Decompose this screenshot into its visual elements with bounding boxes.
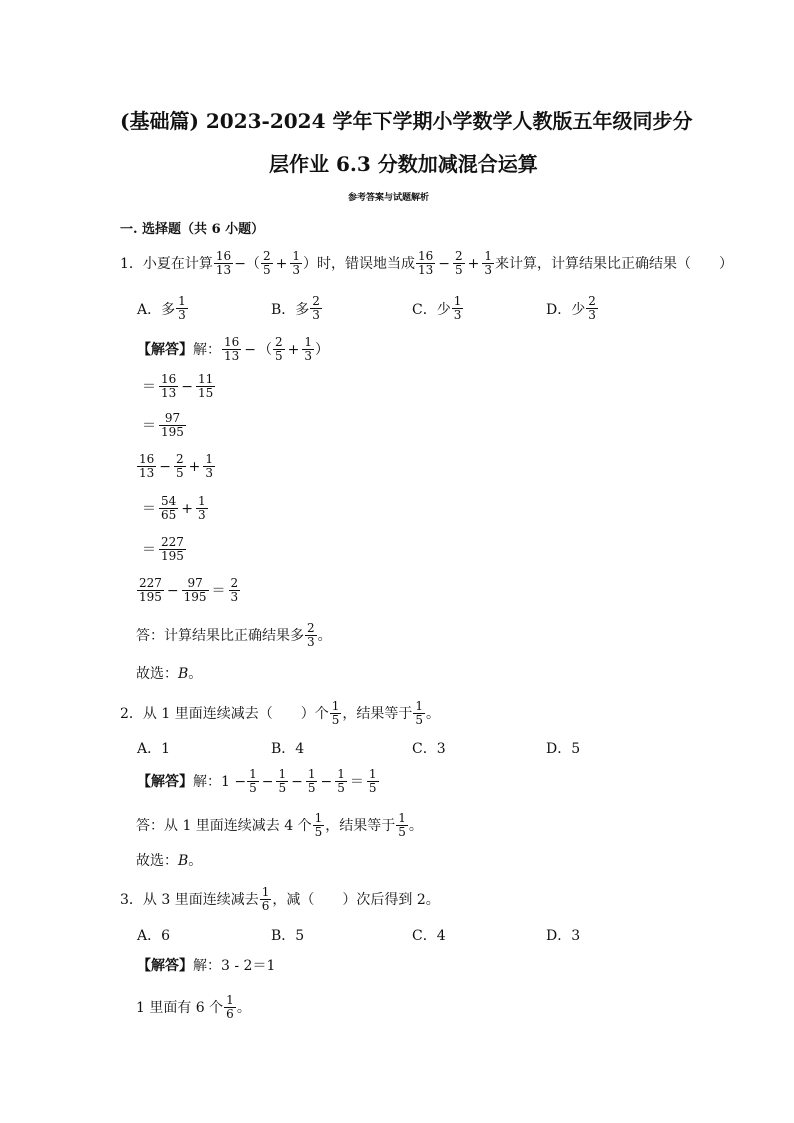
question-text: ）时，错误地当成 (302, 255, 415, 272)
step-line: ＝ $\frac{54}{65}$ + $\frac{1}{3}$ (142, 494, 206, 522)
option-b: B．多 $\frac{2}{3}$ (271, 294, 320, 322)
question-2: 2． 从 1 里面连续减去（ ）个 $\frac{1}{5}$ ，结果等于 $\frac{1}{5}$ 。 (120, 699, 441, 727)
question-number: 1． (120, 255, 143, 272)
step-line: ＝ $\frac{227}{195}$ (142, 535, 184, 563)
option-c: C．4 (412, 928, 446, 944)
fraction: $\frac{1}{3}$ (292, 249, 300, 277)
fraction: $\frac{16}{13}$ (215, 249, 232, 277)
answer-line: 【解答】解：3 - 2＝1 (137, 958, 276, 974)
choice-line: 故选：B。 (136, 666, 203, 682)
question-text: 来计算，计算结果比正确结果（ ） (494, 255, 733, 272)
option-a: A．多 $\frac{1}{3}$ (137, 294, 186, 322)
page-title-line2: 层作业 6.3 分数加减混合运算 (269, 152, 538, 176)
option-a: A．1 (137, 741, 171, 757)
section-heading: 一. 选择题（共 6 小题） (120, 222, 265, 237)
final-answer: 答：从 1 里面连续减去 4 个 $\frac{1}{5}$ ，结果等于 $\frac{1}{5}$ 。 (136, 811, 423, 839)
answer-line: 【解答】 解：1 − $\frac{1}{5}$ − $\frac{1}{5}$ − $\frac{1}{5}$ − $\frac{1}{5}$ ＝ $\frac{1}{5}$ (137, 767, 377, 795)
question-1: 1． 小夏在计算 $\frac{16}{13}$ −（ $\frac{2}{5}$ + $\frac{1}{3}$ ）时，错误地当成 $\frac{16}{13}$ − $\frac{2}{5}$ + $\frac{1}{3}$ 来计算，计算结果比正确结果（ ） (120, 249, 733, 277)
step-line: ＝ $\frac{97}{195}$ (142, 411, 184, 439)
question-number: 2． (120, 705, 143, 722)
final-answer: 答：计算结果比正确结果多 $\frac{2}{3}$ 。 (136, 621, 332, 649)
fraction: $\frac{1}{3}$ (484, 249, 492, 277)
step-line: ＝ $\frac{16}{13}$ − $\frac{11}{15}$ (142, 372, 214, 400)
page-title: (基础篇) 2023-2024 学年下学期小学数学人教版五年级同步分 (120, 109, 693, 133)
answer-tag: 【解答】 (137, 958, 193, 974)
fraction: $\frac{2}{5}$ (454, 249, 463, 277)
answer-line: 【解答】 解： $\frac{16}{13}$ − （ $\frac{2}{5}$ + $\frac{1}{3}$ ） (137, 335, 330, 363)
page-subtitle: 参考答案与试题解析 (348, 193, 430, 203)
question-3: 3． 从 3 里面连续减去 $\frac{1}{6}$ ，减（ ）次后得到 2。 (120, 885, 440, 913)
option-b: B．5 (271, 928, 305, 944)
option-b: B．4 (271, 741, 305, 757)
step-line: $\frac{227}{195}$ − $\frac{97}{195}$ ＝ $\frac{2}{3}$ (139, 576, 239, 604)
step-line: 1 里面有 6 个 $\frac{1}{6}$ 。 (136, 993, 251, 1021)
option-a: A．6 (137, 928, 171, 944)
fraction: $\frac{2}{5}$ (262, 249, 271, 277)
option-d: D．5 (546, 741, 581, 757)
option-d: D．3 (546, 928, 581, 944)
question-text: 小夏在计算 (142, 255, 213, 272)
option-c: C．3 (412, 741, 446, 757)
answer-tag: 【解答】 (137, 341, 193, 358)
question-number: 3． (120, 891, 143, 908)
option-d: D．少 $\frac{2}{3}$ (546, 294, 596, 322)
choice-line: 故选：B。 (136, 853, 203, 869)
question-text: −（ (234, 255, 260, 272)
option-c: C．少 $\frac{1}{3}$ (412, 294, 462, 322)
step-line: $\frac{16}{13}$ − $\frac{2}{5}$ + $\frac{1}{3}$ (139, 452, 214, 480)
fraction: $\frac{16}{13}$ (417, 249, 434, 277)
answer-tag: 【解答】 (137, 773, 193, 790)
